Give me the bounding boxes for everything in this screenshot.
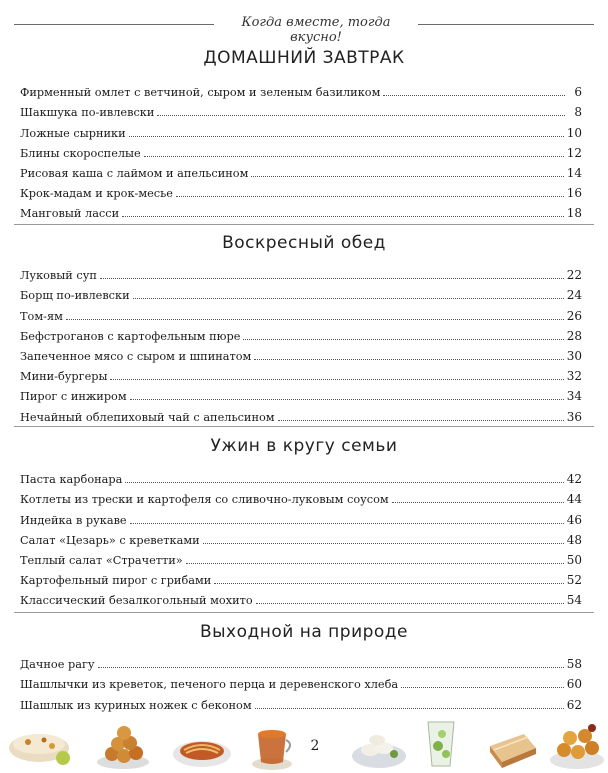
toc-entry[interactable] (20, 180, 582, 200)
section-title-text: ДОМАШНИЙ ЗАВТРАК (203, 48, 405, 68)
toc-entry-page: 42 (566, 472, 582, 487)
toc-entry[interactable] (20, 691, 582, 711)
toc-entry[interactable] (20, 343, 582, 363)
leader-dots (130, 399, 564, 400)
leader-dots (176, 196, 564, 197)
toc-entry-page: 18 (566, 206, 582, 221)
toc-list-breakfast (20, 79, 582, 220)
leader-dots (98, 667, 564, 668)
toc-entry[interactable] (20, 527, 582, 547)
toc-entry[interactable] (20, 466, 582, 486)
toc-entry[interactable] (20, 506, 582, 526)
toc-entry-title: Салат «Цезарь» с креветками (20, 533, 200, 547)
toc-entry[interactable] (20, 651, 582, 671)
toc-entry[interactable] (20, 567, 582, 587)
toc-entry-title: Котлеты из трески и картофеля со сливочно-луковым соусом (20, 493, 389, 507)
toc-entry[interactable] (20, 160, 582, 180)
toc-entry-page: 16 (566, 186, 582, 201)
tea-cup-icon (250, 720, 294, 772)
toc-entry[interactable] (20, 587, 582, 607)
toc-entry-page: 10 (566, 125, 582, 140)
leader-dots (133, 298, 564, 299)
pasta-plate-icon (170, 722, 234, 772)
leader-dots (251, 176, 563, 177)
toc-entry-title: Ложные сырники (20, 126, 126, 140)
toc-entry[interactable] (20, 363, 582, 383)
toc-entry[interactable] (20, 140, 582, 160)
toc-entry[interactable] (20, 486, 582, 506)
leader-dots (157, 115, 565, 116)
toc-entry-title: Луковый суп (20, 269, 97, 283)
toc-entry[interactable] (20, 262, 582, 282)
toc-entry-page: 30 (566, 348, 582, 363)
page-header (0, 0, 608, 44)
leader-dots (110, 379, 563, 380)
page-number: 2 (310, 738, 320, 754)
toc-entry-title: Классический безалкогольный мохито (20, 594, 253, 608)
leader-dots (100, 278, 564, 279)
toc-entry[interactable] (20, 403, 582, 423)
toc-entry-page: 32 (566, 369, 582, 384)
section-title-text: Воскресный обед (222, 233, 386, 253)
toc-entry-title: Шакшука по-ивлевски (20, 106, 155, 120)
toc-entry-title: Шашлычки из креветок, печеного перца и деревенского хлеба (20, 678, 399, 692)
toc-entry-page: 14 (566, 165, 582, 180)
toc-entry-page: 52 (566, 573, 582, 588)
toc-entry-title: Шашлык из куриных ножек с беконом (20, 698, 252, 712)
toc-entry-page: 46 (566, 512, 582, 527)
toc-entry-page: 12 (566, 145, 582, 160)
toc-entry-page: 44 (566, 492, 582, 507)
toc-entry-page: 50 (566, 552, 582, 567)
section-title-breakfast (0, 48, 608, 68)
section-title-text: Ужин в кругу семьи (210, 436, 398, 456)
toc-entry-page: 6 (574, 85, 582, 100)
toc-entry[interactable] (20, 383, 582, 403)
leader-dots (401, 687, 564, 688)
leader-dots (254, 359, 563, 360)
toc-entry-page: 22 (566, 268, 582, 283)
toc-entry-title: Рисовая каша с лаймом и апельсином (20, 166, 249, 180)
header-tagline: Когда вместе, тогда вкусно! (241, 15, 391, 45)
leader-dots (66, 319, 564, 320)
toc-entry-title: Том-ям (20, 309, 63, 323)
leader-dots (203, 543, 564, 544)
leader-dots (243, 339, 563, 340)
toc-entry-page: 48 (566, 532, 582, 547)
toc-entry-page: 24 (566, 288, 582, 303)
layered-cake-icon (484, 722, 540, 770)
section-title-lunch (0, 233, 608, 253)
toc-entry-page: 26 (566, 308, 582, 323)
leader-dots (255, 708, 564, 709)
mojito-glass-icon (420, 716, 462, 772)
toc-entry-page: 28 (566, 328, 582, 343)
header-rule-left (14, 24, 214, 25)
toc-entry[interactable] (20, 282, 582, 302)
toc-entry-page: 62 (566, 697, 582, 712)
toc-entry-title: Бефстроганов с картофельным пюре (20, 329, 241, 343)
section-title-dinner (0, 436, 608, 456)
toc-entry-title: Паста карбонара (20, 473, 123, 487)
leader-dots (130, 523, 564, 524)
leader-dots (383, 95, 565, 96)
toc-entry-title: Пирог с инжиром (20, 390, 127, 404)
toc-entry-page: 60 (566, 677, 582, 692)
header-rule-right (418, 24, 594, 25)
toc-entry[interactable] (20, 302, 582, 322)
dumplings-plate-icon (350, 718, 408, 772)
toc-entry[interactable] (20, 547, 582, 567)
meatballs-plate-icon (548, 716, 606, 772)
toc-entry-title: Теплый салат «Страчетти» (20, 553, 183, 567)
toc-entry-page: 34 (566, 389, 582, 404)
leader-dots (129, 136, 564, 137)
toc-entry-title: Картофельный пирог с грибами (20, 574, 212, 588)
toc-list-lunch (20, 262, 582, 424)
toc-list-outdoors (20, 651, 582, 712)
toc-entry-title: Нечайный облепиховый чай с апельсином (20, 410, 275, 424)
toc-entry-page: 54 (566, 593, 582, 608)
toc-entry[interactable] (20, 119, 582, 139)
toc-entry-title: Фирменный омлет с ветчиной, сыром и зеленым базиликом (20, 86, 381, 100)
toc-entry[interactable] (20, 671, 582, 691)
section-divider (14, 612, 594, 613)
section-divider (14, 224, 594, 225)
toc-entry-title: Блины скороспелые (20, 146, 141, 160)
syrniki-plate-icon (94, 716, 152, 772)
leader-dots (256, 603, 564, 604)
toc-entry-page: 58 (566, 657, 582, 672)
toc-entry-page: 36 (566, 409, 582, 424)
toc-entry-title: Борщ по-ивлевски (20, 289, 130, 303)
section-title-text: Выходной на природе (199, 622, 409, 642)
leader-dots (186, 563, 564, 564)
toc-entry-page: 8 (574, 105, 582, 120)
section-title-outdoors (0, 622, 608, 642)
leader-dots (144, 156, 564, 157)
leader-dots (278, 420, 564, 421)
leader-dots (392, 502, 564, 503)
section-divider (14, 426, 594, 427)
leader-dots (122, 216, 564, 217)
toc-entry[interactable] (20, 79, 582, 99)
toc-entry-title: Дачное рагу (20, 658, 95, 672)
toc-entry-title: Индейка в рукаве (20, 513, 127, 527)
leader-dots (125, 482, 563, 483)
toc-entry-title: Мини-бургеры (20, 370, 108, 384)
toc-entry-title: Крок-мадам и крок-месье (20, 187, 173, 201)
toc-entry-title: Манговый ласси (20, 207, 120, 221)
porridge-bowl-icon (4, 718, 74, 772)
toc-entry-title: Запеченное мясо с сыром и шпинатом (20, 349, 252, 363)
toc-entry[interactable] (20, 200, 582, 220)
toc-list-dinner (20, 466, 582, 607)
toc-entry[interactable] (20, 99, 582, 119)
toc-entry[interactable] (20, 323, 582, 343)
leader-dots (214, 583, 563, 584)
